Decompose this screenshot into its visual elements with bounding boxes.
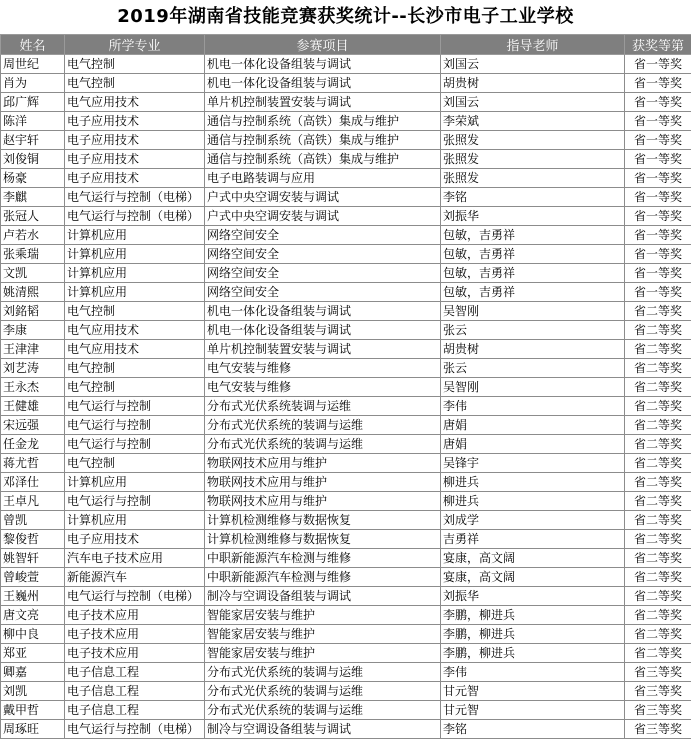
cell-advisor: 包敏，吉勇祥 xyxy=(441,264,625,283)
cell-event: 制冷与空调设备组装与调试 xyxy=(205,720,441,739)
table-row xyxy=(1,397,691,416)
cell-advisor: 甘元智 xyxy=(441,682,625,701)
cell-award: 省三等奖 xyxy=(625,720,691,739)
cell-major: 计算机应用 xyxy=(65,245,205,264)
table-row xyxy=(1,682,691,701)
table-row xyxy=(1,359,691,378)
cell-name: 唐文亮 xyxy=(1,606,65,625)
table-row xyxy=(1,321,691,340)
cell-advisor: 刘振华 xyxy=(441,207,625,226)
cell-event: 户式中央空调安装与调试 xyxy=(205,207,441,226)
cell-award: 省二等奖 xyxy=(625,321,691,340)
cell-name: 曾峻萱 xyxy=(1,568,65,587)
cell-event: 电气安装与维修 xyxy=(205,359,441,378)
cell-name: 王巍州 xyxy=(1,587,65,606)
cell-name: 陈洋 xyxy=(1,112,65,131)
cell-award: 省二等奖 xyxy=(625,435,691,454)
cell-advisor: 刘国云 xyxy=(441,93,625,112)
cell-event: 分布式光伏系统装调与运维 xyxy=(205,397,441,416)
cell-major: 电气运行与控制 xyxy=(65,492,205,511)
cell-event: 通信与控制系统（高铁）集成与维护 xyxy=(205,131,441,150)
cell-name: 邱广辉 xyxy=(1,93,65,112)
cell-event: 智能家居安装与维护 xyxy=(205,625,441,644)
cell-event: 网络空间安全 xyxy=(205,245,441,264)
cell-major: 电气应用技术 xyxy=(65,93,205,112)
table-row xyxy=(1,720,691,739)
cell-event: 制冷与空调设备组装与调试 xyxy=(205,587,441,606)
cell-advisor: 胡贵树 xyxy=(441,74,625,93)
cell-name: 邓泽仕 xyxy=(1,473,65,492)
cell-event: 通信与控制系统（高铁）集成与维护 xyxy=(205,150,441,169)
cell-award: 省一等奖 xyxy=(625,264,691,283)
cell-event: 电子电路装调与应用 xyxy=(205,169,441,188)
cell-event: 电气安装与维修 xyxy=(205,378,441,397)
cell-name: 王永杰 xyxy=(1,378,65,397)
cell-event: 中职新能源汽车检测与维修 xyxy=(205,568,441,587)
cell-major: 计算机应用 xyxy=(65,511,205,530)
cell-advisor: 吴智刚 xyxy=(441,378,625,397)
cell-major: 汽车电子技术应用 xyxy=(65,549,205,568)
table-row xyxy=(1,454,691,473)
cell-name: 肖为 xyxy=(1,74,65,93)
cell-name: 刘艺涛 xyxy=(1,359,65,378)
cell-major: 电子信息工程 xyxy=(65,663,205,682)
cell-major: 计算机应用 xyxy=(65,226,205,245)
cell-award: 省一等奖 xyxy=(625,112,691,131)
cell-event: 分布式光伏系统的装调与运维 xyxy=(205,682,441,701)
table-row xyxy=(1,701,691,720)
table-row xyxy=(1,416,691,435)
cell-major: 新能源汽车 xyxy=(65,568,205,587)
cell-major: 电气运行与控制 xyxy=(65,435,205,454)
cell-name: 卢若水 xyxy=(1,226,65,245)
cell-advisor: 李鹏，柳进兵 xyxy=(441,625,625,644)
cell-advisor: 李鹏，柳进兵 xyxy=(441,606,625,625)
cell-advisor: 包敏，吉勇祥 xyxy=(441,226,625,245)
cell-advisor: 包敏，吉勇祥 xyxy=(441,283,625,302)
cell-event: 分布式光伏系统的装调与运维 xyxy=(205,663,441,682)
cell-award: 省二等奖 xyxy=(625,454,691,473)
cell-major: 电子应用技术 xyxy=(65,112,205,131)
table-row xyxy=(1,131,691,150)
cell-name: 宋远强 xyxy=(1,416,65,435)
cell-name: 李康 xyxy=(1,321,65,340)
cell-major: 电气控制 xyxy=(65,378,205,397)
table-row xyxy=(1,283,691,302)
table-row xyxy=(1,587,691,606)
cell-award: 省一等奖 xyxy=(625,74,691,93)
cell-major: 计算机应用 xyxy=(65,264,205,283)
cell-advisor: 宴康，高文阔 xyxy=(441,568,625,587)
cell-event: 网络空间安全 xyxy=(205,264,441,283)
header-event: 参赛项目 xyxy=(205,35,441,55)
table-row xyxy=(1,169,691,188)
cell-award: 省二等奖 xyxy=(625,644,691,663)
cell-award: 省二等奖 xyxy=(625,302,691,321)
cell-event: 网络空间安全 xyxy=(205,283,441,302)
cell-advisor: 张云 xyxy=(441,359,625,378)
cell-name: 张冠人 xyxy=(1,207,65,226)
table-row xyxy=(1,74,691,93)
table-row xyxy=(1,207,691,226)
cell-event: 物联网技术应用与维护 xyxy=(205,492,441,511)
cell-major: 电子应用技术 xyxy=(65,131,205,150)
cell-name: 周琢旺 xyxy=(1,720,65,739)
cell-major: 电气控制 xyxy=(65,454,205,473)
cell-name: 赵宇轩 xyxy=(1,131,65,150)
cell-advisor: 宴康，高文阔 xyxy=(441,549,625,568)
table-row xyxy=(1,188,691,207)
cell-award: 省一等奖 xyxy=(625,150,691,169)
cell-name: 王津津 xyxy=(1,340,65,359)
cell-award: 省一等奖 xyxy=(625,226,691,245)
cell-advisor: 唐娟 xyxy=(441,416,625,435)
table-row xyxy=(1,378,691,397)
cell-major: 电气运行与控制（电梯） xyxy=(65,587,205,606)
cell-award: 省二等奖 xyxy=(625,397,691,416)
cell-award: 省三等奖 xyxy=(625,682,691,701)
cell-advisor: 柳进兵 xyxy=(441,473,625,492)
header-major: 所学专业 xyxy=(65,35,205,55)
cell-advisor: 李伟 xyxy=(441,663,625,682)
table-row xyxy=(1,302,691,321)
cell-event: 分布式光伏系统的装调与运维 xyxy=(205,416,441,435)
cell-advisor: 李伟 xyxy=(441,397,625,416)
table-row xyxy=(1,568,691,587)
cell-award: 省二等奖 xyxy=(625,568,691,587)
cell-event: 分布式光伏系统的装调与运维 xyxy=(205,435,441,454)
cell-major: 电子信息工程 xyxy=(65,701,205,720)
cell-name: 刘俊铜 xyxy=(1,150,65,169)
cell-award: 省一等奖 xyxy=(625,245,691,264)
cell-name: 刘銘韬 xyxy=(1,302,65,321)
cell-name: 卿嘉 xyxy=(1,663,65,682)
cell-advisor: 唐娟 xyxy=(441,435,625,454)
cell-name: 姚清熙 xyxy=(1,283,65,302)
cell-major: 电气应用技术 xyxy=(65,321,205,340)
cell-major: 电气运行与控制（电梯） xyxy=(65,720,205,739)
table-row xyxy=(1,150,691,169)
cell-award: 省一等奖 xyxy=(625,283,691,302)
table-row xyxy=(1,492,691,511)
cell-advisor: 吉勇祥 xyxy=(441,530,625,549)
cell-advisor: 包敏，吉勇祥 xyxy=(441,245,625,264)
cell-advisor: 刘国云 xyxy=(441,55,625,74)
cell-name: 戴甲哲 xyxy=(1,701,65,720)
cell-award: 省一等奖 xyxy=(625,207,691,226)
cell-award: 省二等奖 xyxy=(625,530,691,549)
cell-award: 省一等奖 xyxy=(625,169,691,188)
cell-award: 省二等奖 xyxy=(625,416,691,435)
table-row xyxy=(1,511,691,530)
page-title: 2019年湖南省技能竞赛获奖统计--长沙市电子工业学校 xyxy=(0,0,691,34)
cell-major: 电气控制 xyxy=(65,302,205,321)
cell-event: 物联网技术应用与维护 xyxy=(205,473,441,492)
cell-award: 省三等奖 xyxy=(625,701,691,720)
cell-event: 智能家居安装与维护 xyxy=(205,606,441,625)
cell-advisor: 李铭 xyxy=(441,720,625,739)
cell-advisor: 张云 xyxy=(441,321,625,340)
cell-name: 李麒 xyxy=(1,188,65,207)
cell-name: 刘凯 xyxy=(1,682,65,701)
table-row xyxy=(1,245,691,264)
cell-name: 王健雄 xyxy=(1,397,65,416)
cell-advisor: 李荣斌 xyxy=(441,112,625,131)
cell-name: 文凯 xyxy=(1,264,65,283)
cell-award: 省二等奖 xyxy=(625,473,691,492)
cell-event: 计算机检测维修与数据恢复 xyxy=(205,511,441,530)
cell-advisor: 张照发 xyxy=(441,150,625,169)
cell-major: 计算机应用 xyxy=(65,473,205,492)
cell-major: 电气运行与控制（电梯） xyxy=(65,188,205,207)
table-row xyxy=(1,264,691,283)
cell-name: 杨豪 xyxy=(1,169,65,188)
cell-award: 省二等奖 xyxy=(625,625,691,644)
cell-event: 物联网技术应用与维护 xyxy=(205,454,441,473)
table-header-row xyxy=(1,35,691,55)
cell-award: 省一等奖 xyxy=(625,131,691,150)
cell-event: 单片机控制装置安装与调试 xyxy=(205,93,441,112)
cell-advisor: 柳进兵 xyxy=(441,492,625,511)
cell-award: 省二等奖 xyxy=(625,378,691,397)
cell-award: 省二等奖 xyxy=(625,549,691,568)
cell-name: 姚智轩 xyxy=(1,549,65,568)
table-row xyxy=(1,625,691,644)
cell-name: 王卓凡 xyxy=(1,492,65,511)
cell-event: 计算机检测维修与数据恢复 xyxy=(205,530,441,549)
cell-major: 电气应用技术 xyxy=(65,340,205,359)
cell-major: 电气运行与控制 xyxy=(65,397,205,416)
cell-event: 机电一体化设备组装与调试 xyxy=(205,302,441,321)
awards-table xyxy=(0,34,691,739)
cell-event: 单片机控制装置安装与调试 xyxy=(205,340,441,359)
table-row xyxy=(1,663,691,682)
cell-advisor: 李鹏，柳进兵 xyxy=(441,644,625,663)
table-row xyxy=(1,93,691,112)
cell-major: 电子应用技术 xyxy=(65,530,205,549)
cell-major: 电子技术应用 xyxy=(65,606,205,625)
table-row xyxy=(1,606,691,625)
cell-name: 张乘瑞 xyxy=(1,245,65,264)
table-body xyxy=(1,55,691,739)
cell-award: 省二等奖 xyxy=(625,359,691,378)
cell-major: 电子应用技术 xyxy=(65,169,205,188)
cell-advisor: 刘振华 xyxy=(441,587,625,606)
cell-event: 中职新能源汽车检测与维修 xyxy=(205,549,441,568)
cell-award: 省一等奖 xyxy=(625,93,691,112)
table-row xyxy=(1,530,691,549)
cell-advisor: 李铭 xyxy=(441,188,625,207)
cell-major: 电气控制 xyxy=(65,359,205,378)
cell-event: 智能家居安装与维护 xyxy=(205,644,441,663)
cell-award: 省二等奖 xyxy=(625,606,691,625)
cell-award: 省三等奖 xyxy=(625,663,691,682)
cell-major: 计算机应用 xyxy=(65,283,205,302)
cell-event: 通信与控制系统（高铁）集成与维护 xyxy=(205,112,441,131)
cell-award: 省二等奖 xyxy=(625,492,691,511)
cell-award: 省一等奖 xyxy=(625,188,691,207)
cell-event: 分布式光伏系统的装调与运维 xyxy=(205,701,441,720)
table-row xyxy=(1,473,691,492)
table-row xyxy=(1,340,691,359)
table-row xyxy=(1,549,691,568)
table-row xyxy=(1,435,691,454)
cell-event: 机电一体化设备组装与调试 xyxy=(205,74,441,93)
cell-name: 周世纪 xyxy=(1,55,65,74)
cell-major: 电子技术应用 xyxy=(65,644,205,663)
cell-name: 柳中良 xyxy=(1,625,65,644)
cell-major: 电子应用技术 xyxy=(65,150,205,169)
cell-award: 省二等奖 xyxy=(625,587,691,606)
table-row xyxy=(1,226,691,245)
cell-event: 机电一体化设备组装与调试 xyxy=(205,55,441,74)
cell-major: 电子信息工程 xyxy=(65,682,205,701)
cell-major: 电子技术应用 xyxy=(65,625,205,644)
cell-advisor: 胡贵树 xyxy=(441,340,625,359)
cell-award: 省一等奖 xyxy=(625,55,691,74)
header-name: 姓名 xyxy=(1,35,65,55)
header-award: 获奖等第 xyxy=(625,35,691,55)
header-advisor: 指导老师 xyxy=(441,35,625,55)
cell-name: 曾凯 xyxy=(1,511,65,530)
cell-name: 蒋尤哲 xyxy=(1,454,65,473)
cell-advisor: 甘元智 xyxy=(441,701,625,720)
cell-event: 机电一体化设备组装与调试 xyxy=(205,321,441,340)
cell-event: 网络空间安全 xyxy=(205,226,441,245)
cell-event: 户式中央空调安装与调试 xyxy=(205,188,441,207)
cell-major: 电气控制 xyxy=(65,55,205,74)
cell-name: 黎俊哲 xyxy=(1,530,65,549)
cell-advisor: 张照发 xyxy=(441,131,625,150)
cell-name: 郑亚 xyxy=(1,644,65,663)
table-row xyxy=(1,112,691,131)
cell-major: 电气控制 xyxy=(65,74,205,93)
cell-advisor: 张照发 xyxy=(441,169,625,188)
cell-award: 省二等奖 xyxy=(625,511,691,530)
cell-advisor: 吴智刚 xyxy=(441,302,625,321)
table-row xyxy=(1,644,691,663)
cell-major: 电气运行与控制 xyxy=(65,416,205,435)
table-row xyxy=(1,55,691,74)
cell-advisor: 吴锋宇 xyxy=(441,454,625,473)
cell-name: 任金龙 xyxy=(1,435,65,454)
cell-award: 省二等奖 xyxy=(625,340,691,359)
cell-major: 电气运行与控制（电梯） xyxy=(65,207,205,226)
cell-advisor: 刘成学 xyxy=(441,511,625,530)
